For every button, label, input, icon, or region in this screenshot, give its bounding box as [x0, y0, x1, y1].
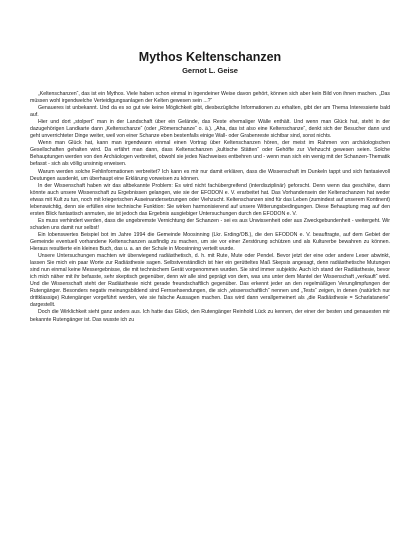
paragraph: Ein lobenswertes Beispiel bot im Jahre 1994 die Gemeinde Moosinning (Lkr. Erding/OB.), die den EFODON e. V. beauftragte, auf dem Gebiet der Gemeinde eventuell vorhandene Keltenschanzen ausfindig zu machen, um sie vor einer Zerstörung schützen und als Kulturerbe bewahren zu können. Hieraus resultierte ein kleines Buch, das u. a. an der Schule in Moosinning verteilt wurde.	[30, 231, 390, 253]
document-title: Mythos Keltenschanzen	[138, 50, 282, 64]
article-body	[30, 91, 390, 324]
paragraph: Warum werden solche Fehlinformationen verbreitet? Ich kann es mir nur damit erklären, dass die Wissenschaft im Dunkeln tappt und sich fantasievoll Deutungen ausdenkt, um überhaupt eine Erklärung vorweisen zu können.	[30, 168, 390, 182]
paragraph: Doch die Wirklichkeit sieht ganz anders aus. Ich hatte das Glück, den Rutengänger Reinhold Lück zu kennen, der einer der besten und genauesten mir bekannte Rutengänger ist. Das wusste ich zu	[30, 309, 390, 323]
paragraph: „Keltenschanzen“, das ist ein Mythos. Viele haben schon einmal in irgendeiner Weise davon gehört, können sich aber kein Bild von ihnen machen. „Das müssen wohl irgendwelche Verteidigungsanlagen der Kelten gewesen sein ...?“	[30, 91, 390, 105]
paragraph: Genaueres ist unbekannt. Und da es so gut wie keine Möglichkeit gibt, diesbezügliche Informationen zu erhalten, gibt der am Thema Interessierte bald auf.	[30, 105, 390, 119]
paragraph: Es muss verhindert werden, dass die ungebremste Vernichtung der Schanzen - sei es aus Unwissenheit oder aus Zweckgebundenheit - weitergeht. Wir schaden uns damit nur selbst!	[30, 217, 390, 231]
paragraph: Unsere Untersuchungen machten wir überwiegend radiästhetisch, d. h. mit Rute, Mute oder Pendel. Bevor jetzt der eine oder andere Leser abwinkt, lassen Sie mich ein paar Worte zur Radiästhesie sagen. Selbstverständlich ist hier ein gerütteltes Maß Skepsis angesagt, denn radiästhetische Mutungen sind nun einmal keine Messergebnisse, die mit technischem Gerät vorgenommen wurden. Sie sind immer subjektiv. Auch ich stand der Radiästhesie, bevor ich mich näher mit ihr befasste, sehr skeptisch gegenüber, denn wir alle sind geprägt von dem, was uns unter dem Mantel der Wissenschaft „verkauft“ wird. Und die Wissenschaft steht der Radiästhesie nicht gerade freundschaftlich gegenüber. Das erkennt jeder an den regelmäßigen Verunglimpfungen der Rutengänger. Besonders negativ meinungsbildend sind Fernsehsendungen, die sich „wissenschaftlich“ nennen und „Tests“ zeigen, in denen (natürlich nur drittklassige) Rutengänger vorgeführt werden, wie sie falsche Aussagen machen. Das wird dann verallgemeinert als „die Radiästhesie = Scharlatanerie“ dargestellt.	[30, 253, 390, 309]
paragraph: In der Wissenschaft haben wir das altbekannte Problem: Es wird nicht fachübergreifend (interdisziplinär) geforscht. Denn wenn das geschähe, dann könnte auch unsere Wissenschaft zu Ergebnissen gelangen, wie sie der EFODON e. V. erarbeitet hat. Das Vorhandensein der Keltenschanzen hat weder etwas mit Kult zu tun, noch mit kriegerischen Auseinandersetzungen oder Viehzucht. Keltenschanzen sind für das Leben (zumindest auf unserem Kontinent) lebenswichtig, denn sie erfüllen eine technische Funktion: Sie wirken harmonisierend auf unsere Witterungsbedingungen. Diese Behauptung mag auf den ersten Blick fantastisch anmuten, sie ist jedoch das Ergebnis ausgiebiger Untersuchungen durch den EFODON e. V.	[30, 182, 390, 217]
paragraph: Wenn man Glück hat, kann man irgendwann einmal einen Vortrag über Keltenschanzen hören, der meist im Rahmen von archäologischen Gesellschaften gehalten wird. Da erfährt man dann, dass Keltenschanzen „kultische Stätten“ oder Gehöfte zur Viehzucht gewesen seien. Solche Behauptungen werden von den Archäologen verbreitet, obwohl sie jedes Nachweises entbehren und - wenn man sich ein wenig mit der Schanzen-Thematik befasst - sich als völlig unsinnig erweisen.	[30, 140, 390, 168]
document-author: Gernot L. Geise	[182, 66, 238, 75]
paragraph: Hier und dort „stolpert“ man in der Landschaft über ein Gelände, das Reste ehemaliger Wälle enthält. Und wenn man Glück hat, steht in der dazugehörigen Landkarte dann „Keltenschanze“ (oder „Römerschanze“ o. ä.). „Aha, das ist also eine Keltenschanze“, denkt sich der Besucher dann und geht unverrichteter Dinge weiter, weil von einer Schanze eben bestenfalls einige Wall- oder Grabenreste sichtbar sind, sonst nichts.	[30, 119, 390, 140]
